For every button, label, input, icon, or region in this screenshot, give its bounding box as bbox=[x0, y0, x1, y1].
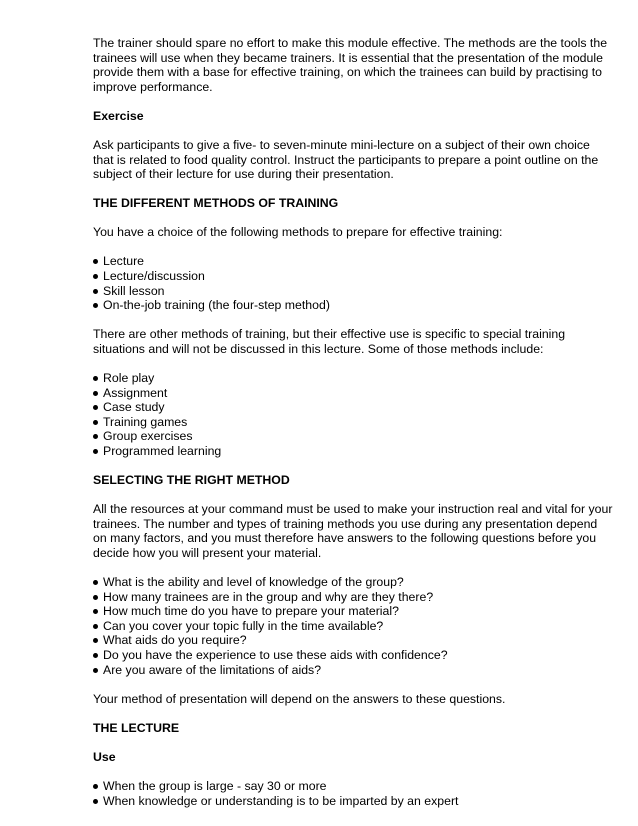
list-item-text: On-the-job training (the four-step method) bbox=[103, 298, 330, 313]
list-item bbox=[93, 284, 613, 299]
other-methods-list bbox=[93, 371, 613, 459]
bullet-icon bbox=[93, 653, 98, 658]
bullet-icon bbox=[93, 609, 98, 614]
lecture-use-list bbox=[93, 779, 613, 808]
list-item-text: How many trainees are in the group and why are they there? bbox=[103, 589, 434, 604]
selecting-heading: SELECTING THE RIGHT METHOD bbox=[93, 473, 290, 488]
bullet-icon bbox=[93, 259, 98, 264]
list-item bbox=[93, 254, 613, 269]
list-item-text: Case study bbox=[103, 400, 165, 415]
list-item-text: Skill lesson bbox=[103, 283, 165, 298]
lecture-use-heading: Use bbox=[93, 749, 116, 764]
questions-list bbox=[93, 575, 613, 677]
list-item-text: Training games bbox=[103, 414, 188, 429]
list-item bbox=[93, 386, 613, 401]
intro-paragraph: The trainer should spare no effort to make this module effective. The methods are the tools the trainees will use when they became trainers. It is essential that the presentation of the module provide them with a base for effective training, on which the trainees can build by practising to improve performance. bbox=[93, 36, 608, 94]
lecture-heading: THE LECTURE bbox=[93, 720, 180, 735]
list-item-text: When the group is large - say 30 or more bbox=[103, 778, 327, 793]
list-item-text: What aids do you require? bbox=[103, 633, 247, 648]
list-item-text: Lecture/discussion bbox=[103, 269, 205, 284]
other-methods-intro: There are other methods of training, but their effective use is specific to special training situations and will not be discussed in this lecture. Some of those methods include: bbox=[93, 327, 566, 356]
bullet-icon bbox=[93, 405, 98, 410]
bullet-icon bbox=[93, 434, 98, 439]
bullet-icon bbox=[93, 784, 98, 789]
bullet-icon bbox=[93, 376, 98, 381]
list-item bbox=[93, 794, 613, 809]
exercise-text: Ask participants to give a five- to seven-minute mini-lecture on a subject of their own choice that is related to food quality control. Instruct the participants to prepare a point outline on the subject of their lecture for use during their presentation. bbox=[93, 137, 599, 182]
list-item-text: How much time do you have to prepare your material? bbox=[103, 604, 399, 619]
list-item bbox=[93, 575, 613, 590]
bullet-icon bbox=[93, 624, 98, 629]
methods-list bbox=[93, 254, 613, 312]
list-item-text: Group exercises bbox=[103, 429, 193, 444]
list-item bbox=[93, 415, 613, 430]
list-item-text: Assignment bbox=[103, 385, 168, 400]
bullet-icon bbox=[93, 595, 98, 600]
list-item-text: Role play bbox=[103, 371, 155, 385]
list-item-text: Lecture bbox=[103, 254, 145, 269]
list-item bbox=[93, 604, 613, 619]
list-item-text: Are you aware of the limitations of aids? bbox=[103, 662, 322, 677]
list-item bbox=[93, 619, 613, 634]
list-item-text: When knowledge or understanding is to be imparted by an expert bbox=[103, 793, 459, 808]
list-item bbox=[93, 590, 613, 605]
list-item bbox=[93, 444, 613, 459]
list-item-text: Can you cover your topic fully in the time available? bbox=[103, 618, 384, 633]
bullet-icon bbox=[93, 668, 98, 673]
methods-intro: You have a choice of the following methods to prepare for effective training: bbox=[93, 225, 503, 240]
bullet-icon bbox=[93, 391, 98, 396]
bullet-icon bbox=[93, 638, 98, 643]
list-item-text: Programmed learning bbox=[103, 443, 222, 458]
bullet-icon bbox=[93, 580, 98, 585]
list-item bbox=[93, 371, 613, 386]
bullet-icon bbox=[93, 799, 98, 804]
bullet-icon bbox=[93, 289, 98, 294]
bullet-icon bbox=[93, 420, 98, 425]
list-item bbox=[93, 779, 613, 794]
list-item bbox=[93, 648, 613, 663]
exercise-heading: Exercise bbox=[93, 108, 144, 123]
bullet-icon bbox=[93, 303, 98, 308]
bullet-icon bbox=[93, 449, 98, 454]
selecting-conclusion: Your method of presentation will depend on the answers to these questions. bbox=[93, 691, 506, 706]
list-item bbox=[93, 400, 613, 415]
list-item bbox=[93, 429, 613, 444]
list-item bbox=[93, 633, 613, 648]
list-item bbox=[93, 663, 613, 678]
selecting-text: All the resources at your command must be used to make your instruction real and vital for your trainees. The number and types of training methods you use during any presentation depend on many factors, and you must therefore have answers to the following questions before you decide how you will present your material. bbox=[93, 502, 613, 560]
list-item bbox=[93, 298, 613, 313]
list-item bbox=[93, 269, 613, 284]
document-page bbox=[93, 36, 613, 823]
bullet-icon bbox=[93, 274, 98, 279]
list-item-text: What is the ability and level of knowledge of the group? bbox=[103, 575, 404, 590]
list-item-text: Do you have the experience to use these aids with confidence? bbox=[103, 648, 448, 662]
methods-heading: THE DIFFERENT METHODS OF TRAINING bbox=[93, 196, 339, 211]
